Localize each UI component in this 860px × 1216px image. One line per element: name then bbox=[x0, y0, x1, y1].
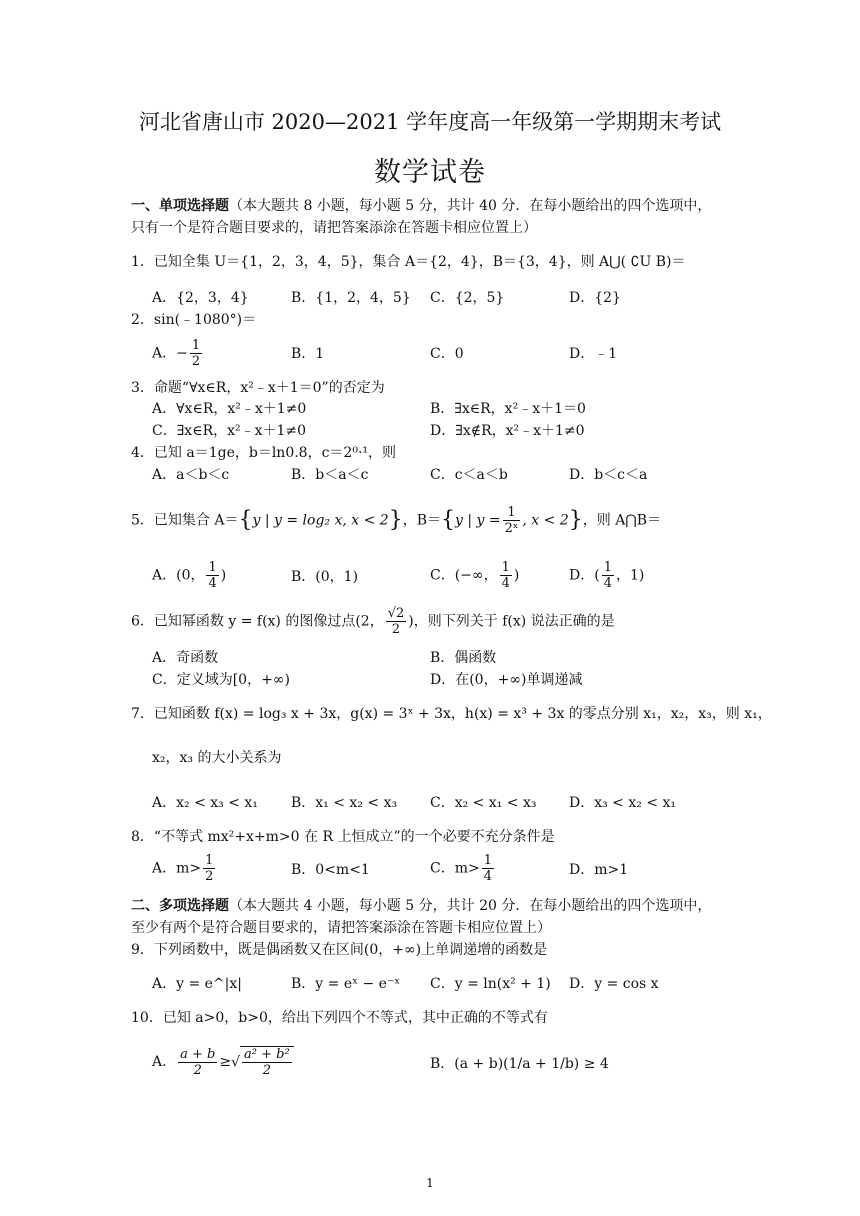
q5-set-a-close: } bbox=[388, 507, 403, 533]
q4-option-c: C．c＜a＜b bbox=[430, 467, 508, 483]
q5-c-fraction bbox=[500, 560, 512, 591]
q5-stem-pre: 5．已知集合 A＝ bbox=[131, 512, 239, 529]
q2-a-num: 1 bbox=[191, 338, 201, 353]
q10-option-a bbox=[152, 1046, 294, 1078]
q10-a-num: a + b bbox=[180, 1046, 216, 1062]
q5-a-den: 4 bbox=[208, 576, 217, 591]
q7-option-d: D．x₃ < x₂ < x₁ bbox=[569, 795, 677, 811]
q1-option-c: C．{2，5} bbox=[430, 290, 505, 306]
q5-c-pre: C．(−∞， bbox=[430, 567, 498, 584]
q8-c-den: 4 bbox=[483, 869, 492, 884]
q5-option-b: B．(0，1) bbox=[291, 569, 359, 585]
section2-line1 bbox=[131, 896, 711, 916]
q7-stem-line2: x₂，x₃ 的大小关系为 bbox=[152, 750, 282, 766]
q5-set-b-pre: y | y = bbox=[455, 512, 501, 529]
q10-a-fraction bbox=[178, 1047, 217, 1078]
q6-stem-post: )，则下列关于 f(x) 说法正确的是 bbox=[408, 613, 615, 630]
q5-a-post: ) bbox=[220, 567, 227, 584]
q9-option-c: C．y = ln(x² + 1) bbox=[430, 976, 551, 992]
q7-option-a: A．x₂ < x₃ < x₁ bbox=[152, 795, 258, 811]
q10-option-b: B．(a + b)(1/a + 1/b) ≥ 4 bbox=[430, 1056, 609, 1072]
q8-option-a bbox=[152, 853, 217, 884]
q8-a-fraction bbox=[203, 853, 215, 884]
q10-a-den: 2 bbox=[193, 1062, 202, 1078]
q9-stem: 9．下列函数中，既是偶函数又在区间(0，+∞)上单调递增的函数是 bbox=[131, 942, 548, 958]
q5-set-a-open: { bbox=[238, 507, 253, 533]
q5-d-post: ，1) bbox=[615, 567, 645, 584]
q2-option-d: D．﹣1 bbox=[569, 346, 618, 362]
q1-option-a: A．{2，3，4} bbox=[152, 290, 249, 306]
q5-c-num: 1 bbox=[501, 560, 510, 575]
q6-option-a: A．奇函数 bbox=[152, 650, 219, 666]
q8-a-pre: A．m> bbox=[152, 860, 202, 877]
q4-option-d: D．b＜c＜a bbox=[569, 467, 648, 483]
q9-option-d: D．y = cos x bbox=[569, 976, 659, 992]
q5-stem bbox=[131, 505, 661, 539]
q8-option-d: D．m>1 bbox=[569, 862, 629, 878]
q5-set-b-post: , x < 2 bbox=[522, 512, 569, 529]
section1-note2: 只有一个是符合题目要求的，请把答案添涂在答题卡相应位置上） bbox=[131, 220, 537, 236]
q3-option-b: B．∃x∈R，x²﹣x＋1＝0 bbox=[430, 401, 586, 417]
q5-set-b-den: 2ˣ bbox=[504, 521, 519, 536]
section2-note1: （本大题共 4 小题，每小题 5 分，共计 20 分．在每小题给出的四个选项中， bbox=[229, 898, 712, 914]
q3-option-a: A．∀x∈R，x²﹣x＋1≠0 bbox=[152, 401, 307, 417]
q5-set-b-fraction bbox=[503, 505, 521, 536]
q2-option-a bbox=[152, 338, 204, 370]
q5-d-fraction bbox=[602, 560, 614, 591]
section1-line1 bbox=[131, 196, 711, 216]
q6-point-num: √2 bbox=[387, 606, 405, 621]
q6-stem-pre: 6．已知幂函数 y = f(x) 的图像过点(2， bbox=[131, 613, 384, 630]
q8-c-pre: C．m> bbox=[430, 860, 480, 877]
q8-option-c bbox=[430, 853, 496, 884]
q7-option-b: B．x₁ < x₂ < x₃ bbox=[291, 795, 398, 811]
q5-set-b-num: 1 bbox=[503, 505, 521, 521]
q5-set-b-close: } bbox=[568, 507, 583, 533]
q5-stem-post: ，则 A⋂B＝ bbox=[582, 512, 662, 529]
q5-option-d bbox=[569, 560, 644, 591]
q4-option-a: A．a＜b＜c bbox=[152, 467, 230, 483]
q6-option-d: D．在(0，+∞)单调递减 bbox=[430, 672, 583, 688]
q8-a-den: 2 bbox=[205, 869, 214, 884]
q2-option-b: B．1 bbox=[291, 346, 325, 362]
q7-option-c: C．x₂ < x₁ < x₃ bbox=[430, 795, 537, 811]
q8-option-b: B．0<m<1 bbox=[291, 862, 370, 878]
q5-d-num: 1 bbox=[603, 560, 612, 575]
q6-point-fraction bbox=[386, 606, 407, 637]
q10-a-rad-num: a² + b² bbox=[244, 1047, 290, 1062]
q5-set-a: y | y = log₂ x, x < 2 bbox=[252, 512, 389, 529]
page-number: 1 bbox=[426, 1176, 434, 1190]
q9-option-b: B．y = eˣ − e⁻ˣ bbox=[291, 976, 401, 992]
q10-stem: 10．已知 a>0，b>0，给出下列四个不等式，其中正确的不等式有 bbox=[131, 1010, 548, 1026]
section1-note1: （本大题共 8 小题，每小题 5 分，共计 40 分．在每小题给出的四个选项中， bbox=[229, 198, 712, 214]
q5-c-den: 4 bbox=[501, 576, 510, 591]
section2-heading: 二、多项选择题 bbox=[131, 898, 229, 914]
q9-option-a: A．y = e^|x| bbox=[152, 976, 242, 992]
q5-option-a bbox=[152, 560, 226, 591]
q5-a-fraction bbox=[206, 560, 218, 591]
q5-d-den: 4 bbox=[603, 576, 612, 591]
q6-point-den: 2 bbox=[391, 622, 401, 637]
q5-option-c bbox=[430, 560, 519, 591]
q10-a-sqrt: √ $\frac{\text{a² + b²}}{2}$ bbox=[231, 1046, 294, 1078]
q7-stem-line1: 7．已知函数 f(x) = log₃ x + 3x，g(x) = 3ˣ + 3x，h(x) = x³ + 3x 的零点分别 x₁，x₂，x₃，则 x₁， bbox=[131, 706, 772, 722]
q1-stem: 1．已知全集 U＝{1，2，3，4，5}，集合 A＝{2，4}，B＝{3，4}，则 A⋃( ∁U B)＝ bbox=[131, 254, 686, 270]
page-title: 河北省唐山市 2020—2021 学年度高一年级第一学期期末考试 bbox=[138, 110, 722, 134]
q5-a-num: 1 bbox=[208, 560, 217, 575]
q3-stem: 3．命题“∀x∈R，x²﹣x＋1＝0”的否定为 bbox=[131, 380, 385, 396]
q10-a-label: A． bbox=[152, 1054, 177, 1070]
q10-a-rad-fraction bbox=[242, 1047, 292, 1078]
q2-a-label: A． bbox=[152, 345, 177, 362]
q5-c-post: ) bbox=[513, 567, 520, 584]
q6-stem bbox=[131, 606, 615, 637]
q3-option-c: C．∃x∈R，x²﹣x＋1≠0 bbox=[152, 423, 307, 439]
page-subtitle: 数学试卷 bbox=[374, 157, 486, 188]
q2-a-fraction bbox=[190, 338, 202, 369]
q1-option-d: D．{2} bbox=[569, 290, 621, 306]
section1-heading: 一、单项选择题 bbox=[131, 198, 229, 214]
section2-note2: 至少有两个是符合题目要求的，请把答案添涂在答题卡相应位置上） bbox=[131, 920, 551, 936]
q4-stem: 4．已知 a＝1ge，b＝ln0.8，c＝2⁰·¹，则 bbox=[131, 445, 397, 461]
q10-a-rel: ≥ bbox=[219, 1054, 232, 1070]
q8-a-num: 1 bbox=[205, 853, 214, 868]
q8-stem: 8．“不等式 mx²+x+m>0 在 R 上恒成立”的一个必要不充分条件是 bbox=[131, 829, 555, 845]
q2-a-den: 2 bbox=[191, 354, 201, 369]
q10-a-rad-den: 2 bbox=[262, 1063, 271, 1078]
q3-option-d: D．∃x∉R，x²﹣x＋1≠0 bbox=[430, 423, 585, 439]
q8-c-fraction bbox=[482, 853, 494, 884]
q2-option-c: C．0 bbox=[430, 346, 464, 362]
q6-option-b: B．偶函数 bbox=[430, 650, 497, 666]
q4-option-b: B．b＜a＜c bbox=[291, 467, 369, 483]
q5-set-b-open: { bbox=[441, 507, 455, 533]
q1-option-b: B．{1，2，4，5} bbox=[291, 290, 411, 306]
q5-mid: ，B＝ bbox=[402, 512, 441, 529]
q5-d-pre: D．( bbox=[569, 567, 600, 584]
q8-c-num: 1 bbox=[483, 853, 492, 868]
q5-a-pre: A．(0， bbox=[152, 567, 205, 584]
q2-stem: 2．sin(﹣1080°)＝ bbox=[131, 312, 257, 328]
q2-a-sign: − bbox=[176, 345, 188, 362]
q6-option-c: C．定义域为[0，+∞) bbox=[152, 672, 290, 688]
